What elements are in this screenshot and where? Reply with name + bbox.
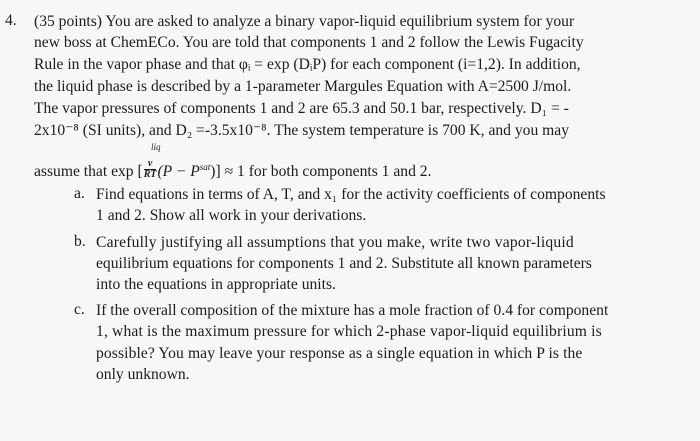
intro-line-2: new boss at ChemECo. You are told that components 1 and 2 follow the Lewis Fugacity <box>34 34 584 51</box>
part-a-label: a. <box>74 185 85 202</box>
part-a-line-1: Find equations in terms of A, T, and x₁ for the activity coefficients of components <box>96 186 606 203</box>
intro-line-1: (35 points) You are asked to analyze a binary vapor-liquid equilibrium system for your <box>34 13 575 30</box>
intro-line-3: Rule in the vapor phase and that φᵢ = exp (DᵢP) for each component (i=1,2). In addition, <box>34 56 581 73</box>
liq-superscript: liq <box>151 142 161 152</box>
part-b-label: b. <box>74 233 86 250</box>
part-b-line-3: into the equations in appropriate units. <box>96 276 336 293</box>
part-c-line-4: only unknown. <box>96 366 190 383</box>
sat-superscript: sat <box>199 162 211 172</box>
assume-line <box>34 157 431 183</box>
part-a-line-2: 1 and 2. Show all work in your derivations. <box>96 207 367 224</box>
fraction-denominator: RT <box>143 169 157 181</box>
assume-suffix: )] ≈ 1 for both components 1 and 2. <box>210 163 432 181</box>
intro-line-4: the liquid phase is described by a 1-parameter Margules Equation with A=2500 J/mol. <box>34 78 572 95</box>
part-c-line-2: 1, what is the maximum pressure for which 2-phase vapor-liquid equilibrium is <box>96 323 602 340</box>
question-number: 4. <box>5 12 17 29</box>
assume-prefix: assume that exp [ <box>34 163 143 181</box>
intro-line-5: The vapor pressures of components 1 and 2 are 65.3 and 50.1 bar, respectively. D₁ = - <box>34 100 569 117</box>
part-b-line-1: Carefully justifying all assumptions that you make, write two vapor-liquid <box>96 234 574 251</box>
fraction-numerator: v <box>144 159 157 170</box>
part-c-label: c. <box>74 301 85 318</box>
intro-line-6: 2x10⁻⁸ (SI units), and D₂ =-3.5x10⁻⁸. The system temperature is 700 K, and you may <box>34 122 569 139</box>
part-c-line-3: possible? You may leave your response as a single equation in which P is the <box>96 345 583 362</box>
assume-mid: (P − P <box>157 163 200 181</box>
part-c-line-1: If the overall composition of the mixture has a mole fraction of 0.4 for component <box>96 302 609 319</box>
volume-over-rt-fraction <box>144 159 157 180</box>
part-b-line-2: equilibrium equations for components 1 and 2. Substitute all known parameters <box>96 255 592 272</box>
